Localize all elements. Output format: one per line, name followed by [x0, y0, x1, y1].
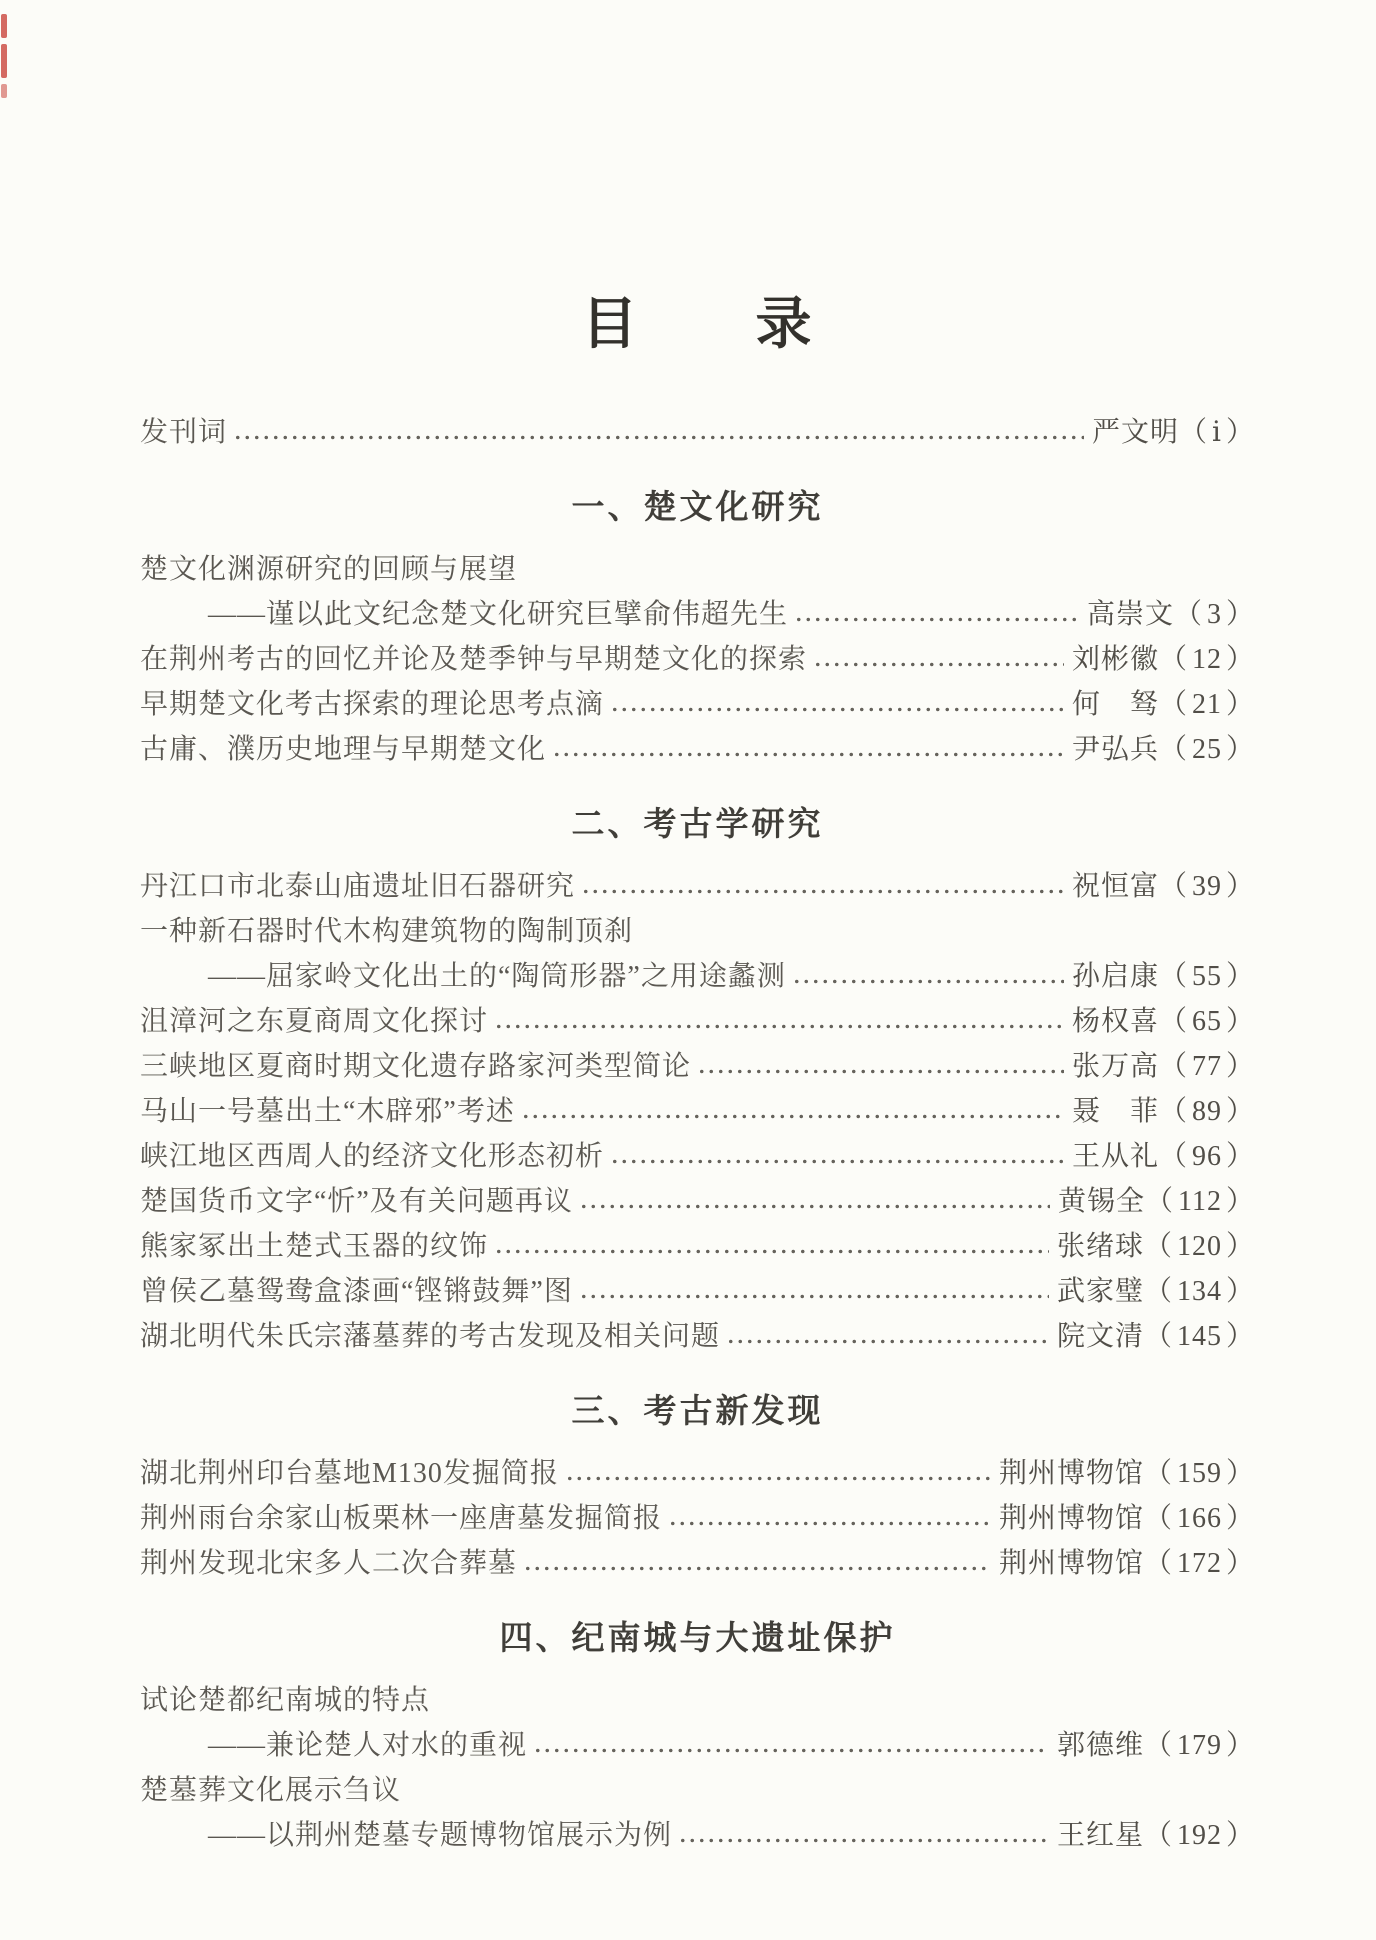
entry-page: 112 [1178, 1186, 1222, 1217]
dots-leader [552, 749, 1064, 761]
paren-close-char: ） [1225, 1730, 1255, 1761]
paren-close-char: ） [1225, 1006, 1255, 1037]
entry-pageref [1144, 1458, 1255, 1489]
entry-ref [1057, 1813, 1255, 1858]
entry-author: 严文明 [1091, 417, 1179, 448]
paren-open-char: （ [1143, 1548, 1173, 1579]
entry-page: 12 [1191, 644, 1222, 675]
entry-title: ——屈家岭文化出土的“陶筒形器”之用途蠡测 [208, 961, 786, 992]
entry-author: 院文清 [1056, 1321, 1144, 1352]
entry-page: 25 [1191, 734, 1222, 765]
toc-entry [140, 999, 1255, 1044]
paren-close-char: ） [1225, 961, 1255, 992]
section-heading-text: 四、纪南城与大遗址保护 [499, 1619, 896, 1656]
entry-page: 65 [1191, 1006, 1222, 1037]
entry-page: 55 [1191, 961, 1222, 992]
paren-open-char: （ [1143, 1458, 1173, 1489]
toc-entry [140, 1451, 1255, 1496]
toc-entry [140, 1541, 1255, 1586]
dots-leader [579, 1201, 1050, 1213]
entry-title: ——兼论楚人对水的重视 [208, 1730, 528, 1761]
toc-entry [140, 909, 1255, 954]
paren-open-char: （ [1158, 961, 1188, 992]
entry-title: 楚国货币文字“忻”及有关问题再议 [140, 1186, 573, 1217]
paren-open-char: （ [1143, 1231, 1173, 1262]
paren-close-char: ） [1225, 1186, 1255, 1217]
entry-ref [999, 1451, 1255, 1496]
toc-entry [140, 1044, 1255, 1089]
entry-title: 古庸、濮历史地理与早期楚文化 [140, 734, 547, 765]
paren-close-char: ） [1225, 599, 1255, 630]
toc-entry [140, 727, 1255, 772]
entry-author: 荆州博物馆 [998, 1458, 1144, 1489]
entry-pageref [1159, 689, 1255, 720]
paren-open-char: （ [1143, 1276, 1173, 1307]
paren-close-char: ） [1225, 1096, 1255, 1127]
paren-close-char: ） [1225, 1231, 1255, 1262]
paren-open-char: （ [1173, 599, 1203, 630]
entry-page: 159 [1176, 1458, 1222, 1489]
entry-ref [1072, 954, 1255, 999]
dots-leader [521, 1111, 1064, 1123]
entry-pageref [1159, 871, 1255, 902]
toc-entry [140, 547, 1255, 592]
dots-leader [581, 886, 1064, 898]
paren-close-char: ） [1225, 689, 1255, 720]
entry-author: 王从礼 [1071, 1141, 1159, 1172]
entry-title: 熊家冢出土楚式玉器的纹饰 [140, 1231, 489, 1262]
entry-page: 179 [1176, 1730, 1222, 1761]
entry-pageref [1144, 1730, 1255, 1761]
toc-entry [140, 1089, 1255, 1134]
paren-open-char: （ [1158, 689, 1188, 720]
toc-list [140, 410, 1255, 1858]
entry-title: 一种新石器时代木构建筑物的陶制顶刹 [140, 916, 634, 947]
entry-ref [1072, 682, 1255, 727]
page-title: 目 录 [581, 294, 814, 356]
entry-pageref [1144, 1820, 1255, 1851]
toc-entry [140, 1134, 1255, 1179]
dots-leader [610, 704, 1064, 716]
entry-pageref [1144, 1321, 1255, 1352]
entry-title: ——谨以此文纪念楚文化研究巨擘俞伟超先生 [208, 599, 789, 630]
dots-leader [494, 1021, 1064, 1033]
toc-entry [140, 1496, 1255, 1541]
entry-ref [1092, 410, 1255, 455]
dots-leader [792, 976, 1064, 988]
entry-pageref [1144, 1231, 1255, 1262]
section-heading [140, 1616, 1255, 1660]
entry-pageref [1144, 1276, 1255, 1307]
entry-page: 89 [1191, 1096, 1222, 1127]
paren-open-char: （ [1158, 1006, 1188, 1037]
dots-leader [726, 1336, 1049, 1348]
section-heading-text: 一、楚文化研究 [571, 488, 824, 525]
dots-leader [813, 659, 1064, 671]
entry-ref [1057, 1224, 1255, 1269]
entry-page: 145 [1176, 1321, 1222, 1352]
paren-close-char: ） [1225, 1503, 1255, 1534]
entry-pageref [1159, 1096, 1255, 1127]
paren-open-char: （ [1179, 417, 1209, 448]
paren-open-char: （ [1143, 1730, 1173, 1761]
dots-leader [523, 1563, 991, 1575]
paren-open-char: （ [1158, 1096, 1188, 1127]
paren-open-char: （ [1158, 871, 1188, 902]
entry-title: 早期楚文化考古探索的理论思考点滴 [140, 689, 605, 720]
entry-page: 96 [1191, 1141, 1222, 1172]
entry-page: 21 [1191, 689, 1222, 720]
entry-page: ⅰ [1212, 417, 1222, 448]
paren-close-char: ） [1225, 871, 1255, 902]
toc-entry [140, 864, 1255, 909]
entry-pageref [1159, 961, 1255, 992]
entry-author: 祝恒富 [1071, 871, 1159, 902]
entry-author: 何 驽 [1071, 689, 1159, 720]
entry-page: 134 [1176, 1276, 1222, 1307]
entry-author: 刘彬徽 [1071, 644, 1159, 675]
entry-title: 湖北明代朱氏宗藩墓葬的考古发现及相关问题 [140, 1321, 721, 1352]
paren-open-char: （ [1143, 1503, 1173, 1534]
section-heading-text: 三、考古新发现 [571, 1392, 824, 1429]
entry-title: 马山一号墓出土“木辟邪”考述 [140, 1096, 515, 1127]
entry-author: 孙启康 [1071, 961, 1159, 992]
paren-close-char: ） [1225, 1548, 1255, 1579]
entry-author: 荆州博物馆 [998, 1503, 1144, 1534]
entry-pageref [1159, 734, 1255, 765]
section-heading [140, 485, 1255, 529]
paren-close-char: ） [1225, 734, 1255, 765]
section-heading-text: 二、考古学研究 [571, 805, 824, 842]
paren-close-char: ） [1225, 417, 1255, 448]
entry-pageref [1159, 1141, 1255, 1172]
paren-open-char: （ [1145, 1186, 1175, 1217]
dots-leader [565, 1473, 991, 1485]
entry-ref [1072, 1044, 1255, 1089]
entry-ref [1072, 1134, 1255, 1179]
toc-entry [140, 410, 1255, 455]
toc-entry [140, 1179, 1255, 1224]
dots-leader [697, 1066, 1064, 1078]
entry-pageref [1159, 1051, 1255, 1082]
section-heading [140, 1389, 1255, 1433]
dots-leader [668, 1518, 991, 1530]
entry-title: 荆州雨台余家山板栗林一座唐墓发掘简报 [140, 1503, 663, 1534]
paren-open-char: （ [1158, 734, 1188, 765]
entry-title: 楚文化渊源研究的回顾与展望 [140, 554, 518, 585]
entry-author: 荆州博物馆 [998, 1548, 1144, 1579]
dots-leader [494, 1246, 1049, 1258]
entry-ref [1057, 1314, 1255, 1359]
entry-ref [1087, 592, 1255, 637]
entry-author: 王红星 [1056, 1820, 1144, 1851]
paren-open-char: （ [1143, 1321, 1173, 1352]
entry-title: ——以荆州楚墓专题博物馆展示为例 [208, 1820, 673, 1851]
paren-open-char: （ [1158, 1051, 1188, 1082]
entry-title: 湖北荆州印台墓地M130发掘简报 [140, 1458, 559, 1489]
entry-page: 172 [1176, 1548, 1222, 1579]
entry-title: 曾侯乙墓鸳鸯盒漆画“铿锵鼓舞”图 [140, 1276, 573, 1307]
entry-title: 楚墓葬文化展示刍议 [140, 1775, 402, 1806]
paren-open-char: （ [1143, 1820, 1173, 1851]
paren-close-char: ） [1225, 644, 1255, 675]
entry-ref [1072, 999, 1255, 1044]
toc-entry [140, 682, 1255, 727]
entry-ref [1072, 1089, 1255, 1134]
content-column [140, 296, 1255, 1858]
entry-title: 三峡地区夏商时期文化遗存路家河类型简论 [140, 1051, 692, 1082]
entry-author: 郭德维 [1056, 1730, 1144, 1761]
entry-pageref [1179, 417, 1255, 448]
entry-pageref [1174, 599, 1255, 630]
paren-close-char: ） [1225, 1820, 1255, 1851]
dots-leader [794, 614, 1079, 626]
toc-entry [140, 1723, 1255, 1768]
toc-entry [140, 637, 1255, 682]
paren-close-char: ） [1225, 1458, 1255, 1489]
entry-pageref [1144, 1503, 1255, 1534]
scan-edge-artifact [0, 8, 12, 104]
entry-author: 尹弘兵 [1071, 734, 1159, 765]
paren-close-char: ） [1225, 1141, 1255, 1172]
toc-entry [140, 1768, 1255, 1813]
entry-author: 武家璧 [1056, 1276, 1144, 1307]
entry-title: 荆州发现北宋多人二次合葬墓 [140, 1548, 518, 1579]
toc-entry [140, 1678, 1255, 1723]
toc-entry [140, 1314, 1255, 1359]
entry-title: 峡江地区西周人的经济文化形态初析 [140, 1141, 605, 1172]
entry-pageref [1159, 1006, 1255, 1037]
entry-ref [1057, 1269, 1255, 1314]
toc-entry [140, 592, 1255, 637]
paren-close-char: ） [1225, 1276, 1255, 1307]
entry-ref [1072, 637, 1255, 682]
entry-author: 黄锡全 [1057, 1186, 1145, 1217]
toc-entry [140, 1224, 1255, 1269]
entry-ref [1058, 1179, 1255, 1224]
paren-close-char: ） [1225, 1051, 1255, 1082]
entry-title: 发刊词 [140, 417, 228, 448]
dots-leader [610, 1156, 1064, 1168]
dots-leader [233, 432, 1084, 444]
entry-page: 166 [1176, 1503, 1222, 1534]
toc-entry [140, 954, 1255, 999]
entry-page: 3 [1206, 599, 1222, 630]
entry-pageref [1145, 1186, 1255, 1217]
entry-page: 77 [1191, 1051, 1222, 1082]
dots-leader [678, 1835, 1049, 1847]
entry-ref [1057, 1723, 1255, 1768]
entry-ref [1072, 864, 1255, 909]
entry-ref [999, 1496, 1255, 1541]
entry-author: 杨权喜 [1071, 1006, 1159, 1037]
paren-open-char: （ [1158, 1141, 1188, 1172]
paren-close-char: ） [1225, 1321, 1255, 1352]
dots-leader [579, 1291, 1049, 1303]
entry-author: 高崇文 [1086, 599, 1174, 630]
entry-title: 在荆州考古的回忆并论及楚季钟与早期楚文化的探索 [140, 644, 808, 675]
entry-ref [999, 1541, 1255, 1586]
entry-title: 沮漳河之东夏商周文化探讨 [140, 1006, 489, 1037]
entry-title: 试论楚都纪南城的特点 [140, 1685, 431, 1716]
entry-title: 丹江口市北泰山庙遗址旧石器研究 [140, 871, 576, 902]
entry-pageref [1159, 644, 1255, 675]
entry-author: 张万高 [1071, 1051, 1159, 1082]
dots-leader [533, 1745, 1049, 1757]
entry-page: 120 [1176, 1231, 1222, 1262]
section-heading [140, 802, 1255, 846]
entry-author: 聂 菲 [1071, 1096, 1159, 1127]
entry-page: 39 [1191, 871, 1222, 902]
entry-pageref [1144, 1548, 1255, 1579]
entry-page: 192 [1176, 1820, 1222, 1851]
entry-author: 张绪球 [1056, 1231, 1144, 1262]
entry-ref [1072, 727, 1255, 772]
paren-open-char: （ [1158, 644, 1188, 675]
toc-entry [140, 1269, 1255, 1314]
toc-entry [140, 1813, 1255, 1858]
